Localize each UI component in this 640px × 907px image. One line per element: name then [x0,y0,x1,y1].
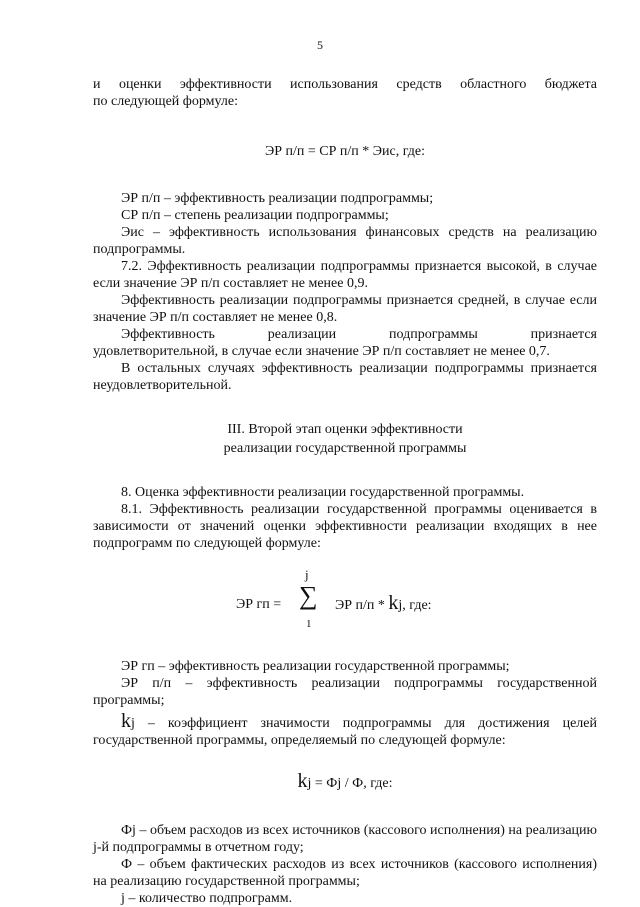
paragraph-satisfactory-line2: удовлетворительной, в случае если значение ЭР п/п составляет не менее 0,7. [93,344,550,359]
sum-lower-limit: 1 [306,618,312,630]
definition-kj-text: j – коэффициент значимости подпрограммы для достижения целей государственной программы, определяемый по следующей формуле: [93,716,597,748]
formula-er-pp: ЭР п/п = СР п/п * Эис, где: [264,144,425,159]
formula-kj-rest: j = Фj / Ф, где: [307,776,393,791]
formula-er-gp-term: ЭР п/п * [335,598,389,613]
intro-line-2: по следующей формуле: [93,94,238,109]
formula-er-gp-lhs: ЭР гп = [236,597,282,612]
section-heading-line2: реализации государственной программы [223,441,467,456]
section-heading [93,420,597,458]
formula-er-gp-tail: j, где: [398,598,432,613]
paragraph-medium: Эффективность реализации подпрограммы признается средней, в случае если значение ЭР п/п составляет не менее 0,8. [93,293,597,325]
definition-f: Ф – объем фактических расходов из всех источников (кассового исполнения) на реализацию государственной программы; [93,857,597,889]
paragraph-8: 8. Оценка эффективности реализации государственной программы. [121,485,525,500]
intro-line-1: и оценки эффективности использования средств областного бюджета [93,77,597,92]
formula-kj-k: k [297,770,308,792]
definition-j: j – количество подпрограмм. [121,891,293,906]
formula-k-symbol: k [388,592,399,614]
paragraph-8-1: 8.1. Эффективность реализации государственной программы оценивается в зависимости от значений оценки эффективности реализации входящих в нее подпрограмм по следующей формуле: [93,502,597,551]
definition-er-gp: ЭР гп – эффективность реализации государственной программы; [121,659,510,674]
paragraph-7-2-high: 7.2. Эффективность реализации подпрограммы признается высокой, в случае если значение ЭР п/п составляет не менее 0,9. [93,259,597,291]
document-body [93,76,597,907]
definition-eis: Эис – эффективность использования финансовых средств на реализацию подпрограммы. [93,225,597,257]
kj-symbol: k [121,710,131,732]
definition-er-pp-2: ЭР п/п – эффективность реализации подпрограммы государственной программы; [93,676,597,708]
definition-kj [93,710,597,749]
formula-kj [93,770,597,792]
formula-er-gp-rhs [335,592,432,614]
definition-er-pp: ЭР п/п – эффективность реализации подпрограммы; [121,191,434,206]
definition-fj: Фj – объем расходов из всех источников (кассового исполнения) на реализацию j-й подпрограммы в отчетном году; [93,823,597,855]
sum-upper-limit: j [305,567,309,582]
definition-sr-pp: СР п/п – степень реализации подпрограммы; [121,208,389,223]
page-number: 5 [317,38,323,52]
sum-sigma: ∑ [299,581,318,610]
formula-er-gp [93,566,597,658]
section-heading-line1: III. Второй этап оценки эффективности [227,422,463,437]
paragraph-unsatisfactory: В остальных случаях эффективность реализации подпрограммы признается неудовлетворительной. [93,361,597,393]
paragraph-satisfactory-line1: Эффективность реализации подпрограммы признается [121,327,597,342]
